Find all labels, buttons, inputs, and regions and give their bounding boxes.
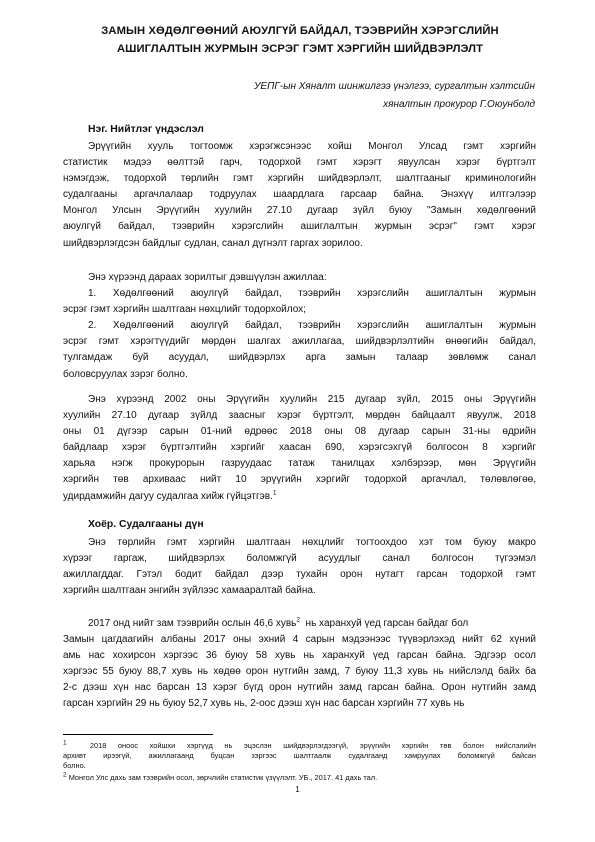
document-title [60,22,540,58]
text-line: хэргийн төв архиваас нийт 10 эрүүгийн хэргийг тодорхой аргачлал, төлөвлөгөө, [63,474,536,486]
text-line [63,616,536,632]
text-line: харьяа нэгж прокурорын газруудаас татаж танилцах хэлбэрээр, мөн Эрүүгийн [63,458,536,470]
section-2-heading: Хоёр. Судалгааны дүн [88,519,204,530]
text-line: хүрээг гаргаж, шийдвэрлэх боломжгүй асуудлыг санал болгосон түгээмэл [63,553,536,565]
list-item-2: 2. Хөдөлгөөний аюулгүй байдал, тээврийн хэрэгслийн ашиглалтын журмын [88,320,536,332]
footnote-line [63,773,536,783]
footnote-mark: 1 [63,739,67,747]
footnote-1 [63,741,536,772]
title-line-2: АШИГЛАЛТЫН ЖУРМЫН ЭСРЭГ ГЭМТ ХЭРГИЙН ШИЙДВЭРЛЭЛТ [116,43,484,55]
text-line: хуулийн 27.10 дугаар зүйлд заасныг хэрэг бүртгэлт, мөрдөн байцаалт явуулж, 2018 [63,410,536,422]
text-line: боловсруулах зэрэг болно. [63,368,188,380]
text-line: гарсан хэргийн 29 нь буюу 52,7 хувь нь, 2-оос дээш хүн нас барсан хэргийн 77 хувь нь [63,698,465,710]
text-segment: 2017 онд нийт зам тээврийн ослын 46,6 хувь [88,618,297,629]
text-line: байдлаар хэрэг бүртгэлтийн хэргийг хаасан 690, хэрэгсэхгүй болгосон 8 хэргийг [63,442,536,454]
text-line: шийдвэрлэгдсэн байдлыг судлан, санал дүгнэлт гаргах зорилоо. [63,237,363,249]
text-line: судалгааны аргачлалаар тодруулах шаардлага гарсаар байна. Энэхүү илтгэлээр [63,189,536,201]
text-line: Энэ хүрээнд дараах зорилтыг дэвшүүлэн ажиллаа: [88,272,327,283]
footnote-ref-1[interactable]: 1 [272,489,277,497]
text-line: тулгамдаж буй асуудал, шийдвэрлэх арга замын талаар зөвлөмж санал [63,352,536,364]
author-line-1: УЕПГ-ын Хяналт шинжилгээ үнэлгээ, сургалтын хэлтсийн [254,81,535,92]
text-line: ажиллагддаг. Гэтэл бодит байдал дээр тухайн орон нутагт гарсан тодорхой гэмт [63,569,536,581]
text-line: оны 01 дүгээр сарын 01-ний өдрөөс 2018 оны 08 дугаар сарын 31-ны өдрийн [63,426,536,438]
section-1-paragraph-3 [63,392,536,505]
text-line: эсрэг гэмт хэрэгтүүдийг мөрдөн шалгах ажиллагаа, шийдвэрлэлтийн өнөөгийн байдал, [63,336,536,348]
text-line [63,489,536,505]
text-line: Энэ хүрээнд 2002 оны Эрүүгийн хуулийн 215 дугаар зүйл, 2015 оны Эрүүгийн [88,394,536,405]
text-line: амь нас хохирсон хэргээс 36 буюу 58 хувь нь харанхуй үед гарсан байна. Эдгээр осол [63,650,536,662]
section-2-paragraph-1 [63,535,536,599]
footnote-line: болно. [63,761,86,771]
text-segment: удирдамжийн дагуу судалгаа хийж гүйцэтгэв. [63,490,273,502]
text-line: аюулгүй байдал, тээврийн хэрэгслийн ашиглалтын журмын эсрэг" гэмт хэрэг [63,221,536,233]
list-item-1: 1. Хөдөлгөөний аюулгүй байдал, тээврийн хэрэгслийн ашиглалтын журмын [88,288,536,300]
text-line: нэмэгдэж, тодорхой төрлийн гэмт хэргийн шийдвэрлэлт, шалтгааныг криминологийн [63,173,536,185]
footnote-2 [63,773,536,783]
footnote-line: архивт ирээгүй, ажиллагаанд буцсан зэргээс шалтгаалж судалгаанд хамруулах боломжгүй байсан [63,751,536,761]
section-2-paragraph-2 [63,616,536,713]
text-line: эсрэг гэмт хэргийн шалтгаан нөхцлийг тодорхойлох; [63,304,306,316]
text-line: статистик мэдээ өөлттэй гарч, тодорхой гэмт хэрэгт явуулсан хэрэг бүртгэлт [63,157,536,169]
page-number: 1 [295,785,300,794]
footnote-line [63,741,536,751]
text-segment: нь харанхуй үед гарсан байдаг бол [299,618,469,629]
text-segment: 2018 оноос хойшхи хэргүүд нь эцэслэн шийдвэрлэгдээгүй, эрүүгийн хэргийн төв болон нийслэлийн [89,741,536,750]
text-line: Замын цагдаагийн албаны 2017 оны эхний 4 сарын мэдээнээс түүвэрлэхэд нийт 62 хүний [63,634,536,646]
section-1-heading: Нэг. Нийтлэг үндэслэл [88,124,204,135]
author-block [135,78,535,114]
text-line: Монгол Улсын Эрүүгийн хуулийн 27.10 дугаар зүйл буюу "Замын хөдөлгөөний [63,205,536,217]
text-line: 2-с дээш хүн нас барсан 13 хэрэг бүгд орон нутгийн замд гарсан байна. Орон нутгийн замд [63,682,536,694]
text-line: Энэ төрлийн гэмт хэргийн шалтгаан нөхцлийг тогтоохдоо хэт том буюу макро [88,537,536,548]
title-line-1: ЗАМЫН ХӨДӨЛГӨӨНИЙ АЮУЛГҮЙ БАЙДАЛ, ТЭЭВРИЙН ХЭРЭГСЛИЙН [101,25,499,37]
section-1-paragraph-1 [63,139,536,252]
footnote-mark: 2 [63,771,67,779]
section-1-paragraph-2 [63,270,536,383]
author-line-2: хяналтын прокурор Г.Оюунболд [383,99,535,110]
footnote-ref-2[interactable]: 2 [296,616,300,624]
text-line: хэргээс 55 буюу 88,7 хувь нь хөдөө орон нутгийн замд, 7 буюу 11,3 хувь нь нийслэлд байх ба [63,666,536,678]
footnote-separator [63,734,213,735]
text-line: Эрүүгийн хууль тогтоомж хэрэгжсэнээс хойш Монгол Улсад гэмт хэргийн [88,141,536,152]
text-segment: Монгол Улс дахь зам тээврийн осол, зөрчлийн статистик үзүүлэлт. УБ., 2017. 41 дахь тал. [68,773,378,782]
text-line: хэргийн шалтгаан энгийн зүйлээс хамааралтай байна. [63,585,316,597]
